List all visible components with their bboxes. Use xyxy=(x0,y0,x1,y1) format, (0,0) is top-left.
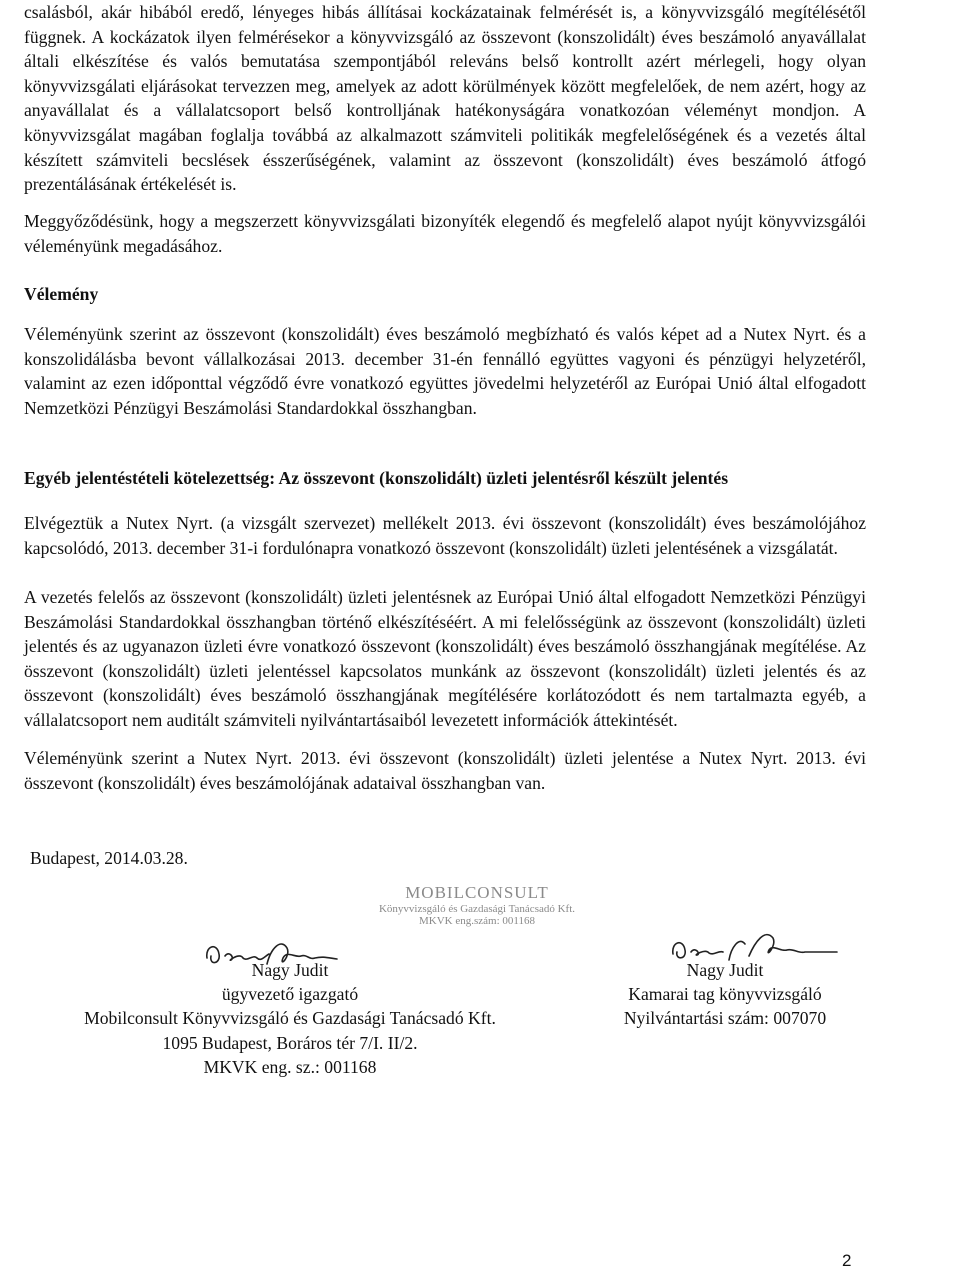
stamp-line-1: MOBILCONSULT xyxy=(405,883,549,902)
page-number: 2 xyxy=(842,1251,852,1270)
auditor-registration: Nyilvántartási szám: 007070 xyxy=(623,1008,827,1029)
signatory-address: 1095 Budapest, Boráros tér 7/I. II/2. xyxy=(162,1032,418,1053)
stamp-line-2: Könyvvizsgáló és Gazdasági Tanácsadó Kft. xyxy=(378,903,576,915)
date-place: Budapest, 2014.03.28. xyxy=(30,848,188,868)
auditor-title: Kamarai tag könyvvizsgáló xyxy=(628,984,822,1005)
paragraph-responsibility: A vezetés felelős az összevont (konszolidált) üzleti jelentésnek az Európai Unió által elfogadott Nemzetközi Pénzügyi Beszámolási Standardokkal összhangban történő elkészítéséért. A mi felelősségünk az összevont (konszolidált) üzleti jelentés és az ugyanazon üzleti évre vonatkozó összevont (konszolidált) éves beszámoló összhangjának megítélése. Az összevont (konszolidált) üzleti jelentéssel kapcsolatos munkánk az összevont (konszolidált) üzleti jelentés és az összevont (konszolidált) éves beszámoló összhangjának megítélésére korlátozódott és nem tartalmazta egyéb, a vállalatcsoport nem auditált számviteli nyilvántartásaiból levezetett információk áttekintését. xyxy=(24,587,866,730)
signatory-name: Nagy Judit xyxy=(251,960,329,980)
heading-other-reporting: Egyéb jelentéstételi kötelezettség: Az összevont (konszolidált) üzleti jelentésről készült jelentés xyxy=(24,468,729,488)
company-stamp xyxy=(362,883,592,953)
auditor-name: Nagy Judit xyxy=(686,960,764,980)
signature-block-left xyxy=(30,958,550,1079)
paragraph-examination: Elvégeztük a Nutex Nyrt. (a vizsgált szervezet) mellékelt 2013. évi összevont (konszolidált) éves beszámolójához kapcsolódó, 2013. december 31-i fordulónapra vonatkozó összevont (konszolidált) üzleti jelentésének a vizsgálatát. xyxy=(24,513,866,558)
signatory-company: Mobilconsult Könyvvizsgáló és Gazdasági Tanácsadó Kft. xyxy=(84,1008,496,1029)
signatory-title: ügyvezető igazgató xyxy=(221,984,359,1005)
paragraph-opinion: Véleményünk szerint az összevont (konszolidált) éves beszámoló megbízható és valós képet ad a Nutex Nyrt. és a konszolidálásba bevont vállalkozásai 2013. december 31-én fennálló együttes vagyoni és pénzügyi helyzetéről, valamint az ezen időponttal végződő évre vonatkozó együttes jövedelmi helyzetéről az Európai Unió által elfogadott Nemzetközi Pénzügyi Beszámolási Standardokkal összhangban. xyxy=(24,324,866,418)
signature-block-right xyxy=(580,958,870,1031)
paragraph-business-report-opinion: Véleményünk szerint a Nutex Nyrt. 2013. évi összevont (konszolidált) üzleti jelentése a Nutex Nyrt. 2013. évi összevont (konszolidált) éves beszámolójának adataival összhangban van. xyxy=(24,748,866,793)
signatory-registration: MKVK eng. sz.: 001168 xyxy=(203,1056,377,1077)
paragraph-evidence: Meggyőződésünk, hogy a megszerzett könyvvizsgálati bizonyíték elegendő és megfelelő alapot nyújt könyvvizsgálói véleményünk megadásához. xyxy=(24,211,866,256)
heading-opinion: Vélemény xyxy=(24,284,99,304)
paragraph-audit-risk: csalásból, akár hibából eredő, lényeges hibás állításai kockázatainak felmérését is, a könyvvizsgáló megítélésétől függnek. A kockázatok ilyen felmérésekor a könyvvizsgáló az összevont (konszolidált) éves beszámoló anyavállalat általi elkészítése és valós bemutatása szempontjából releváns belső kontrollt azért mérlegeli, hogy olyan könyvvizsgálati eljárásokat tervezzen meg, amelyek az adott körülmények között megfelelőek, de nem azért, hogy az anyavállalat és a vállalatcsoport belső kontrolljának hatékonyságára vonatkozóan véleményt mondjon. A könyvvizsgálat magában foglalja továbbá az alkalmazott számviteli politikák megfelelőségének és a vezetés által készített számviteli becslések ésszerűségének, valamint az összevont (konszolidált) éves beszámoló átfogó prezentálásának értékelését is. xyxy=(24,2,866,195)
stamp-line-3: MKVK eng.szám: 001168 xyxy=(419,915,535,927)
